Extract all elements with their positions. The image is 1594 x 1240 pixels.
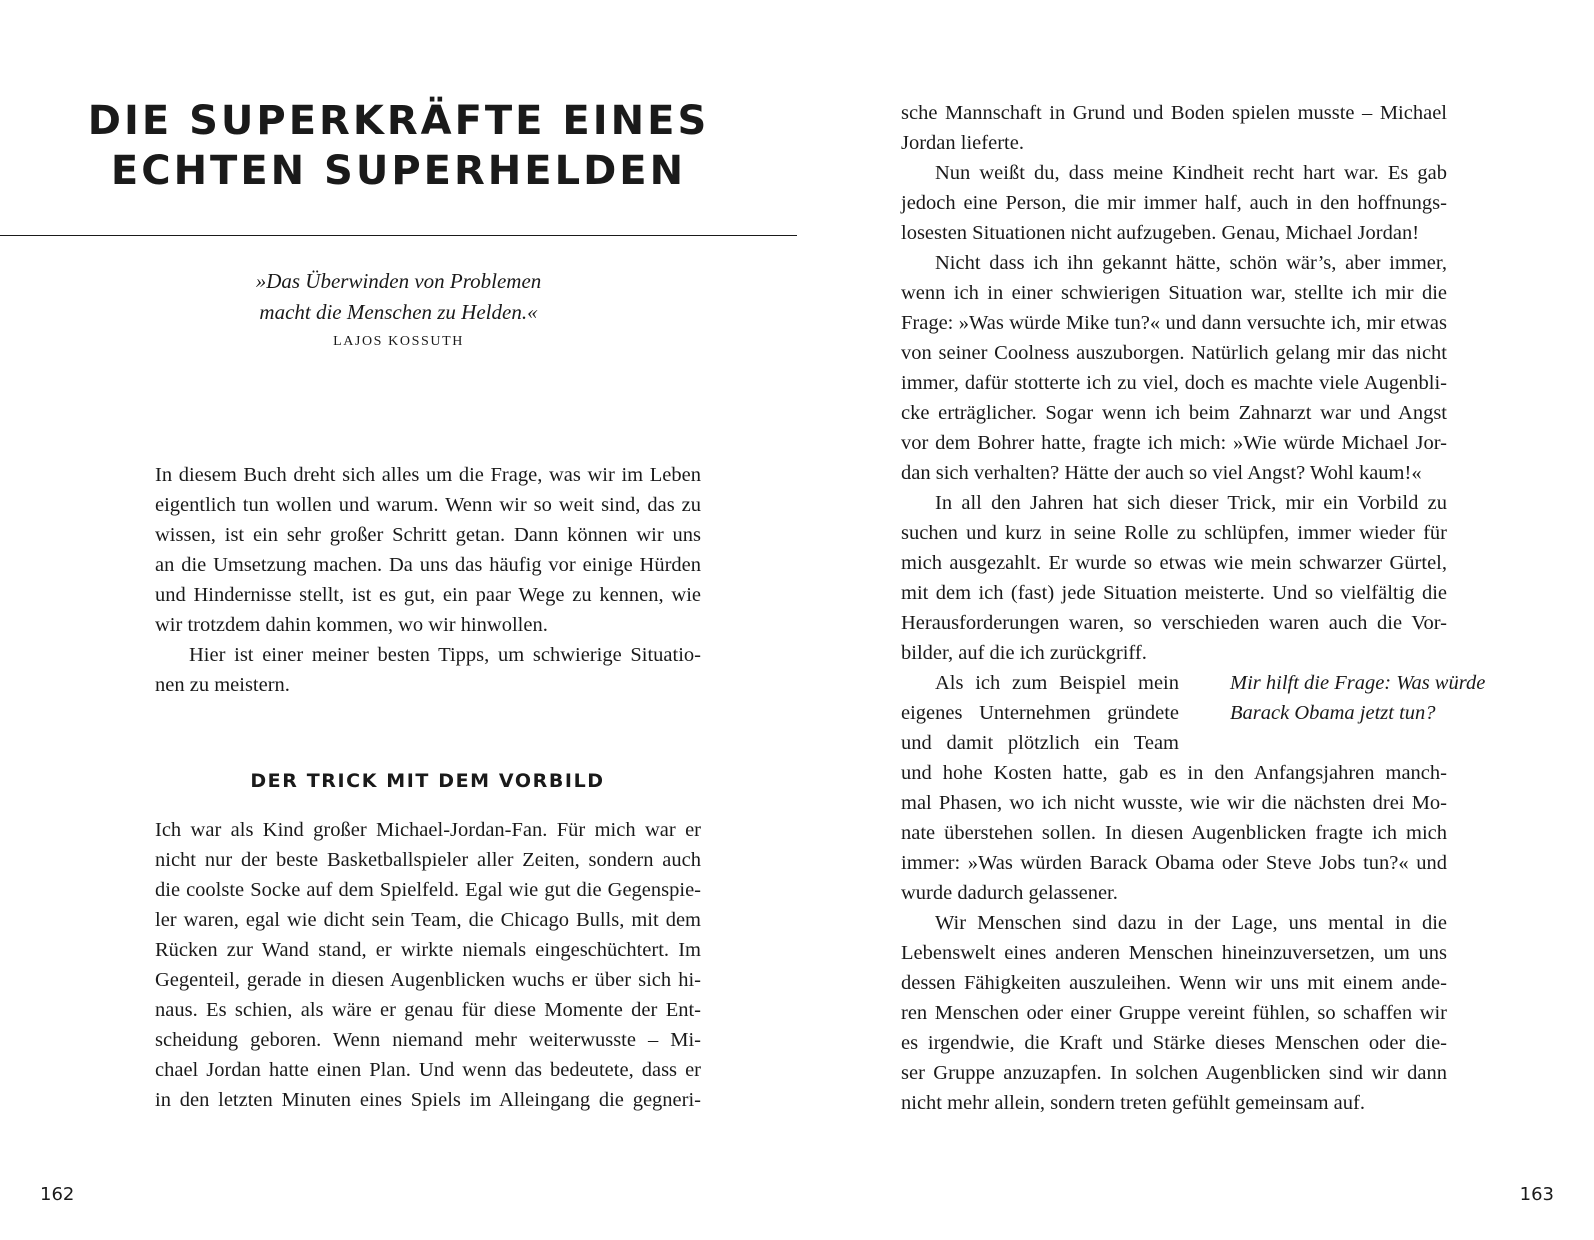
text-line: und Hindernisse stellt, ist es gut, ein paar Wege zu kennen, wie <box>155 584 701 606</box>
text-line: die coolste Socke auf dem Spielfeld. Egal wie gut die Gegenspie- <box>155 879 701 901</box>
chapter-title-line: DIE SUPERKRÄFTE EINES <box>87 98 710 144</box>
text-line: eigentlich tun wollen und warum. Wenn wir so weit sind, das zu <box>155 494 701 516</box>
text-line: Wir Menschen sind dazu in der Lage, uns mental in die <box>935 912 1447 934</box>
wrapped-paragraph-start <box>901 668 1179 758</box>
text-line: Nun weißt du, dass meine Kindheit recht hart war. Es gab <box>935 162 1447 184</box>
epigraph-line: »Das Überwinden von Problemen <box>255 269 542 293</box>
page-number: 163 <box>1519 1184 1554 1205</box>
text-line: es irgendwie, die Kraft und Stärke dieses Menschen oder die- <box>901 1032 1447 1054</box>
text-line: Nicht dass ich ihn gekannt hätte, schön wär’s, aber immer, <box>935 252 1447 274</box>
text-line: Als ich zum Beispiel mein <box>935 672 1179 694</box>
page-number: 162 <box>40 1184 75 1205</box>
text-line: Jordan lieferte. <box>901 132 1024 154</box>
text-line: nate überstehen sollen. In diesen Augenblicken fragte ich mich <box>901 822 1447 844</box>
text-line: mich ausgezahlt. Er wurde so etwas wie mein schwarzer Gürtel, <box>901 552 1447 574</box>
text-line: scheidung geboren. Wenn niemand mehr weiterwusste – Mi- <box>155 1029 701 1051</box>
text-line: suchen und kurz in seine Rolle zu schlüpfen, immer wieder für <box>901 522 1447 544</box>
text-line: losesten Situationen nicht aufzugeben. Genau, Michael Jordan! <box>901 222 1420 244</box>
section-paragraph <box>155 815 701 1115</box>
intro-paragraphs <box>155 460 701 700</box>
text-line: cke erträglicher. Sogar wenn ich beim Zahnarzt war und Angst <box>901 402 1447 424</box>
text-line: Frage: »Was würde Mike tun?« und dann versuchte ich, mir etwas <box>901 312 1447 334</box>
section-heading: DER TRICK MIT DEM VORBILD <box>250 770 605 792</box>
epigraph-line: macht die Menschen zu Helden.« <box>259 300 538 324</box>
text-line: jedoch eine Person, die mir immer half, auch in den hoffnungs- <box>901 192 1447 214</box>
text-line: in den letzten Minuten eines Spiels im Alleingang die gegneri- <box>155 1089 701 1111</box>
text-line: Lebenswelt eines anderen Menschen hineinzuversetzen, um uns <box>901 942 1447 964</box>
pull-quote-line: Mir hilft die Frage: Was würde <box>1230 672 1486 694</box>
text-line: bilder, auf die ich zurückgriff. <box>901 642 1147 664</box>
text-line: chael Jordan hatte einen Plan. Und wenn das bedeutete, dass er <box>155 1059 701 1081</box>
text-line: mal Phasen, wo ich nicht wusste, wie wir die nächsten drei Mo- <box>901 792 1447 814</box>
text-line: an die Umsetzung machen. Da uns das häufig vor einige Hürden <box>155 554 701 576</box>
chapter-title-line: ECHTEN SUPERHELDEN <box>110 148 687 194</box>
epigraph-author: LAJOS KOSSUTH <box>333 334 464 349</box>
text-line: nicht nur der beste Basketballspieler aller Zeiten, sondern auch <box>155 849 701 871</box>
text-line: eigenes Unternehmen gründete <box>901 702 1179 724</box>
text-line: Ich war als Kind großer Michael-Jordan-Fan. Für mich war er <box>155 819 701 841</box>
text-line: wir trotzdem dahin kommen, wo wir hinwollen. <box>155 614 548 636</box>
text-line: Gegenteil, gerade in diesen Augenblicken wuchs er über sich hi- <box>155 969 701 991</box>
text-line: wissen, ist ein sehr großer Schritt getan. Dann können wir uns <box>155 524 701 546</box>
text-line: von seiner Coolness auszuborgen. Natürlich gelang mir das nicht <box>901 342 1447 364</box>
continued-paragraphs <box>901 98 1447 668</box>
text-line: dessen Fähigkeiten auszuleihen. Wenn wir uns mit einem ande- <box>901 972 1447 994</box>
text-line: ren Menschen oder einer Gruppe vereint fühlen, so schaffen wir <box>901 1002 1447 1024</box>
chapter-title <box>0 96 797 196</box>
text-line: In diesem Buch dreht sich alles um die Frage, was wir im Leben <box>155 464 701 486</box>
text-line: mit dem ich (fast) jede Situation meisterte. Und so vielfältig die <box>901 582 1447 604</box>
text-line: nen zu meistern. <box>155 674 290 696</box>
text-line: nicht mehr allein, sondern treten gefühlt gemeinsam auf. <box>901 1092 1365 1114</box>
text-line: Hier ist einer meiner besten Tipps, um schwierige Situatio- <box>189 644 701 666</box>
title-divider <box>0 235 797 236</box>
text-line: und damit plötzlich ein Team <box>901 732 1179 754</box>
text-line: Rücken zur Wand stand, er wirkte niemals eingeschüchtert. Im <box>155 939 701 961</box>
text-line: wenn ich in einer schwierigen Situation war, stellte ich mir die <box>901 282 1447 304</box>
right-page <box>797 0 1594 1240</box>
closing-paragraphs <box>901 758 1447 1118</box>
text-line: und hohe Kosten hatte, gab es in den Anfangsjahren manch- <box>901 762 1447 784</box>
text-line: immer: »Was würden Barack Obama oder Steve Jobs tun?« und <box>901 852 1447 874</box>
text-line: dan sich verhalten? Hätte der auch so viel Angst? Wohl kaum!« <box>901 462 1422 484</box>
text-line: Herausforderungen waren, so verschieden waren auch die Vor- <box>901 612 1447 634</box>
text-line: sche Mannschaft in Grund und Boden spielen musste – Michael <box>901 102 1447 124</box>
text-line: immer, dafür stotterte ich zu viel, doch es machte viele Augenbli- <box>901 372 1447 394</box>
text-line: vor dem Bohrer hatte, fragte ich mich: »Wie würde Michael Jor- <box>901 432 1447 454</box>
text-line: wurde dadurch gelassener. <box>901 882 1118 904</box>
pull-quote <box>1230 668 1500 728</box>
text-line: ler waren, egal wie dicht sein Team, die Chicago Bulls, mit dem <box>155 909 701 931</box>
pull-quote-line: Barack Obama jetzt tun? <box>1230 702 1436 724</box>
text-line: naus. Es schien, als wäre er genau für diese Momente der Ent- <box>155 999 701 1021</box>
epigraph <box>0 266 797 350</box>
text-line: In all den Jahren hat sich dieser Trick, mir ein Vorbild zu <box>935 492 1447 514</box>
text-line: ser Gruppe anzuzapfen. In solchen Augenblicken sind wir dann <box>901 1062 1447 1084</box>
